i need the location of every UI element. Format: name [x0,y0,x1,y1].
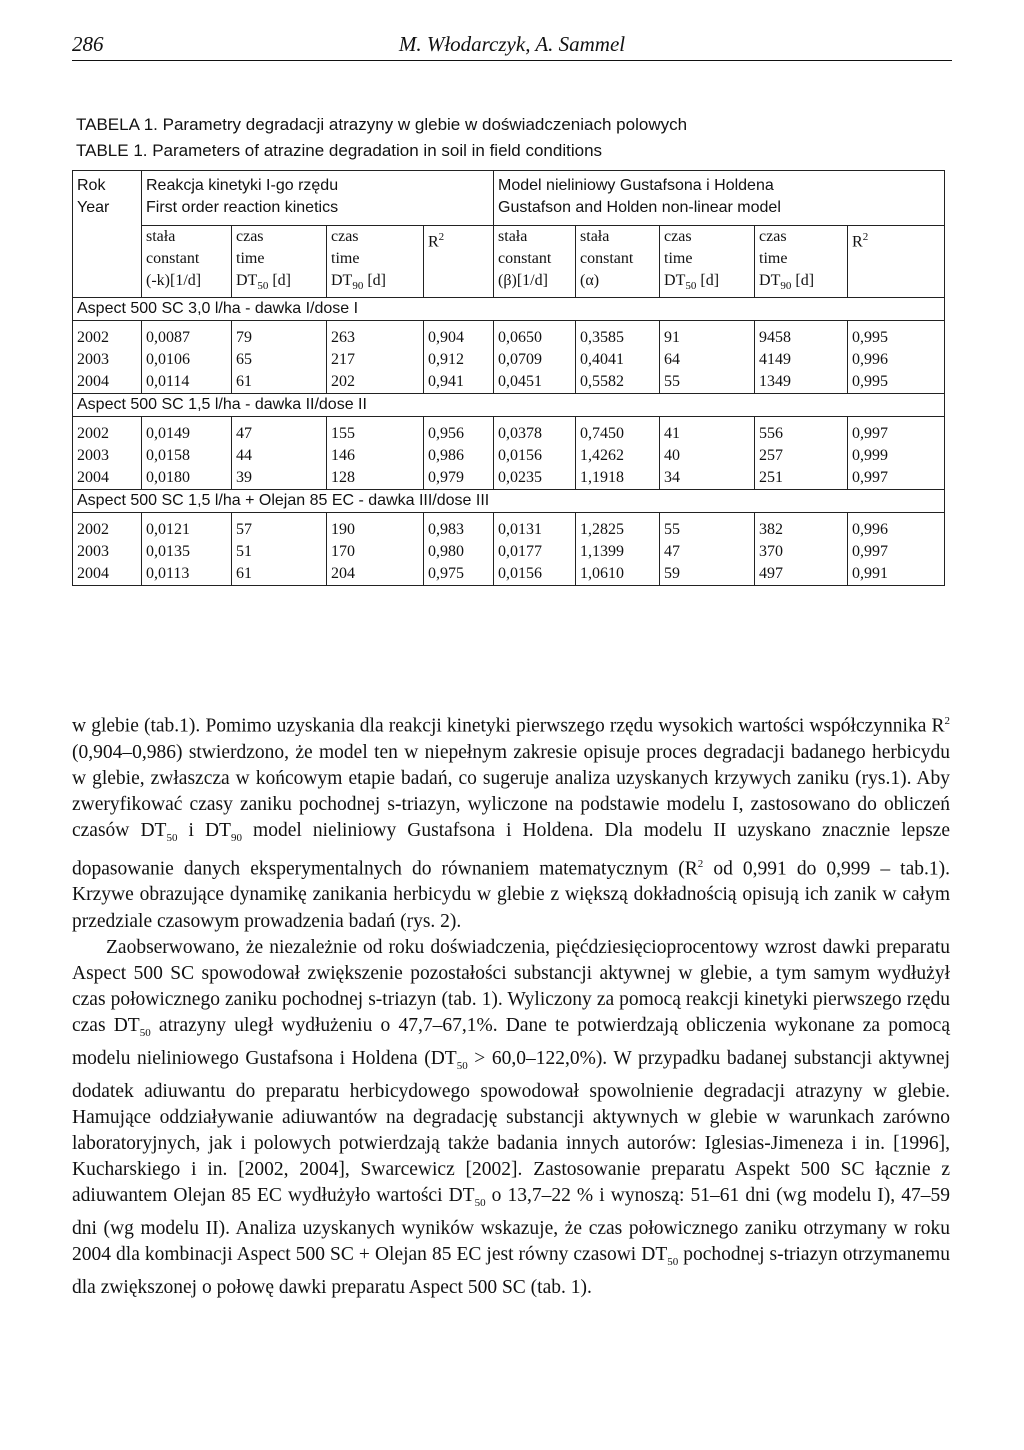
table-cell: 0,7450 [576,417,660,446]
table-cell: 0,5582 [576,371,660,394]
table-cell: 190 [327,513,424,542]
table-caption-en: TABLE 1. Parameters of atrazine degradation in soil in field conditions [76,141,603,160]
table-cell: 47 [232,417,327,446]
table-cell: 0,0451 [494,371,576,394]
table-cell: 0,997 [848,467,945,490]
superscript: 2 [697,857,704,870]
table-cell: 51 [232,541,327,563]
table-cell: 2002 [73,513,142,542]
table-cell: 0,0135 [142,541,232,563]
text-run: od 0,991 do 0,999 – tab.1). Krzywe obrazujące dynamikę zanikania herbicydu w glebie z większą dokładnością opisują ich zanik w całym przedziale czasowym prowadzenia badań (rys. 2). [72,858,950,932]
header-k-pl: stała [146,228,176,245]
table-cell: 0,941 [424,371,494,394]
table-cell: 1,1399 [576,541,660,563]
table-cell: 0,4041 [576,349,660,371]
table-cell: 2002 [73,417,142,446]
table-cell: 382 [755,513,848,542]
header-k-en: constant [146,250,200,267]
r-label: R [428,233,439,251]
table-cell: 0,997 [848,417,945,446]
table-row [73,467,945,490]
table-cell: 55 [660,513,755,542]
table-cell: 1349 [755,371,848,394]
header-beta-en: constant [498,250,552,267]
subscript: 50 [667,1256,679,1269]
header-dt50-first [232,226,327,298]
header-group-first-order-en: First order reaction kinetics [146,199,339,216]
header-beta-unit: (β)[1/d] [498,272,548,289]
header-dt90-first [327,226,424,298]
dt-label: DT [331,272,353,289]
header-dt90-nonlinear [755,226,848,298]
table-cell: 65 [232,349,327,371]
table-cell: 2003 [73,445,142,467]
table-cell: 39 [232,467,327,490]
table-cell: 0,0709 [494,349,576,371]
page-number: 286 [72,32,104,56]
table-cell: 2004 [73,371,142,394]
d-unit: [d] [272,272,291,289]
table-cell: 57 [232,513,327,542]
dt-sub: 90 [352,280,364,293]
table-cell: 61 [232,563,327,586]
text-run: o 13,7–22 % i wynoszą: 51–61 dni (wg modelu I), 47–59 dni (wg modelu II). Analiza uzyskanych wyników wskazuje, że czas połowicznego zaniku otrzymany w roku 2004 dla kombinacji Aspect 500 SC + Olejan 85 EC jest równy czasowi DT [72,1185,950,1266]
dt-sub: 50 [685,280,697,293]
table-cell: 128 [327,467,424,490]
header-dt50-first-pl: czas [236,228,264,245]
table-row [73,349,945,371]
table-cell: 1,4262 [576,445,660,467]
text-run: > 60,0–122,0%). W przypadku badanej substancji aktywnej dodatek adiuwantu do preparatu herbicydowego spowodował spowolnienie degradacji atrazyny w glebie. Hamujące oddziaływanie adiuwantów na degradację substancji aktywnych w glebie w warunkach zarówno laboratoryjnych, jak i polowych potwierdzają także badania innych autorów: Iglesias-Jimeneza i in. [1996], Kucharskiego i in. [2002, 2004], Swarcewicz [2002]. Zastosowanie preparatu Aspekt 500 SC łącznie z adiuwantem Olejan 85 EC wydłużyło wartości DT [72,1047,951,1207]
header-k-unit: (-k)[1/d] [146,272,202,289]
subscript: 50 [166,831,178,844]
table-cell: 170 [327,541,424,563]
header-dt90-nonlinear-unit [759,270,843,297]
header-k [142,226,232,298]
table-cell: 257 [755,445,848,467]
header-dt50-first-unit [236,270,322,297]
table-caption-pl: TABELA 1. Parametry degradacji atrazyny w glebie w doświadczeniach polowych [76,115,688,134]
subscript: 50 [139,1026,151,1039]
table-row [73,371,945,394]
table-cell: 0,0156 [494,445,576,467]
table-cell: 0,995 [848,321,945,350]
header-beta-pl: stała [498,228,528,245]
table-cell: 2002 [73,321,142,350]
table-cell: 263 [327,321,424,350]
r-sup: 2 [862,231,869,243]
text-run: atrazyny uległ wydłużeniu o 47,7–67,1%. Dane te potwierdzają obliczenia wykonane za pomocą modelu nieliniowego Gustafsona i Holdena (DT [72,1014,950,1069]
table-cell: 0,980 [424,541,494,563]
table-cell: 1,0610 [576,563,660,586]
header-alpha-en: constant [580,250,634,267]
dose-label: Aspect 500 SC 3,0 l/ha - dawka I/dose I [73,298,945,321]
table-cell: 0,904 [424,321,494,350]
table-cell: 146 [327,445,424,467]
header-year-pl: Rok [77,177,106,194]
header-group-first-order [142,171,494,226]
d-unit: [d] [367,272,386,289]
table-cell: 0,0149 [142,417,232,446]
r-sup: 2 [438,231,445,243]
table-cell: 0,0177 [494,541,576,563]
header-dt90-first-en: time [331,250,360,267]
dose-label: Aspect 500 SC 1,5 l/ha + Olejan 85 EC - dawka III/dose III [73,490,945,513]
header-dt50-nonlinear [660,226,755,298]
table-row [73,541,945,563]
header-rule [72,60,952,61]
subscript: 50 [474,1197,486,1210]
table-cell: 0,983 [424,513,494,542]
d-unit: [d] [795,272,815,289]
table-cell: 64 [660,349,755,371]
table-cell: 0,0158 [142,445,232,467]
table-cell: 34 [660,467,755,490]
table-cell: 2004 [73,467,142,490]
paragraph-2 [72,935,950,1302]
table-cell: 0,912 [424,349,494,371]
table-row [73,321,945,350]
superscript: 2 [944,715,950,727]
table-cell: 0,996 [848,513,945,542]
header-dt90-first-pl: czas [331,228,359,245]
table-cell: 0,0156 [494,563,576,586]
table-cell: 0,0235 [494,467,576,490]
table-cell: 0,0180 [142,467,232,490]
table-row [73,445,945,467]
header-year-en: Year [77,199,110,216]
table-cell: 0,979 [424,467,494,490]
table-cell: 0,995 [848,371,945,394]
body-text [72,708,950,1301]
dt-sub: 90 [780,280,792,293]
text-run: (0,904–0,986) stwierdzono, że model ten w niepełnym zakresie opisuje proces degradacji badanego herbicydu w glebie, zwłaszcza w końcowym etapie badań, co sugeruje analiza uzyskanych krzywych zaniku (rys.1). Aby zweryfikować czasy zaniku pochodnej s-triazyn, wyliczone na podstawie modelu I, zastosowano do obliczeń czasów DT [72,741,950,841]
text-run: pochodnej s-triazyn otrzymanemu dla zwiększonej o połowę dawki preparatu Aspect 500 SC (tab. 1). [72,1244,950,1299]
dt-label: DT [759,272,781,289]
table-body [73,298,945,586]
table-cell: 1,2825 [576,513,660,542]
header-dt50-nonlinear-pl: czas [664,228,692,245]
table-cell: 0,0113 [142,563,232,586]
table-cell: 47 [660,541,755,563]
text-run: w glebie (tab.1). Pomimo uzyskania dla reakcji kinetyki pierwszego rzędu wysokich wartości współczynnika R [72,715,945,737]
table-cell: 4149 [755,349,848,371]
dose-label: Aspect 500 SC 1,5 l/ha - dawka II/dose II [73,394,945,417]
table-cell: 0,0114 [142,371,232,394]
header-group-nonlinear [494,171,945,226]
dt-sub: 50 [257,280,269,293]
header-alpha-unit: (α) [580,272,600,289]
table-cell: 44 [232,445,327,467]
subscript: 90 [230,831,242,844]
header-dt90-first-unit [331,270,419,297]
table-cell: 2003 [73,349,142,371]
table-cell: 0,0650 [494,321,576,350]
text-run: i DT [177,819,231,841]
table-cell: 0,996 [848,349,945,371]
header-dt90-nonlinear-pl: czas [759,228,787,245]
table-cell: 0,0121 [142,513,232,542]
header-alpha [576,226,660,298]
dt-label: DT [664,272,686,289]
table-cell: 41 [660,417,755,446]
table-cell: 59 [660,563,755,586]
table-cell: 0,0378 [494,417,576,446]
page-header [72,32,952,62]
header-r2-first [424,226,494,298]
dt-label: DT [236,272,258,289]
d-unit: [d] [700,272,720,289]
table-cell: 2004 [73,563,142,586]
header-alpha-pl: stała [580,228,610,245]
table-cell: 0,986 [424,445,494,467]
table-cell: 0,975 [424,563,494,586]
running-head: M. Włodarczyk, A. Sammel [398,32,626,56]
table-cell: 0,3585 [576,321,660,350]
table-cell: 2003 [73,541,142,563]
table-cell: 0,0131 [494,513,576,542]
table-cell: 0,997 [848,541,945,563]
text-run: Zaobserwowano, że niezależnie od roku doświadczenia, pięćdziesięcioprocentowy wzrost dawki preparatu Aspect 500 SC spowodował zwiększenie pozostałości substancji aktywnej w glebie, a tym samym wydłużył czas połowicznego zaniku pochodnej s-triazyn (tab. 1). Wyliczony za pomocą reakcji kinetyki pierwszego rzędu czas DT [72,936,950,1036]
header-beta [494,226,576,298]
header-dt90-nonlinear-en: time [759,250,788,267]
table-cell: 40 [660,445,755,467]
table-cell: 0,0106 [142,349,232,371]
paragraph-1 [72,708,950,935]
table-cell: 556 [755,417,848,446]
table-cell: 91 [660,321,755,350]
table-cell: 0,956 [424,417,494,446]
table-cell: 204 [327,563,424,586]
header-group-nonlinear-en: Gustafson and Holden non-linear model [498,199,781,216]
table-cell: 155 [327,417,424,446]
table-cell: 1,1918 [576,467,660,490]
header-dt50-nonlinear-en: time [664,250,693,267]
subscript: 50 [456,1059,468,1072]
data-table [72,170,945,586]
text-run: model nieliniowy Gustafsona i Holdena. Dla modelu II uzyskano znacznie lepsze dopasowanie danych eksperymentalnych do równaniem matematycznym (R [72,819,950,880]
table-cell: 251 [755,467,848,490]
header-year [73,171,142,298]
table-cell: 497 [755,563,848,586]
table-cell: 0,999 [848,445,945,467]
r-label: R [852,233,863,251]
header-dt50-first-en: time [236,250,265,267]
header-r2-nonlinear [848,226,945,298]
table-cell: 217 [327,349,424,371]
header-group-nonlinear-pl: Model nieliniowy Gustafsona i Holdena [498,177,774,194]
table-captions [76,112,956,164]
header-dt50-nonlinear-unit [664,270,750,297]
table-row [73,417,945,446]
table-cell: 61 [232,371,327,394]
table-cell: 0,0087 [142,321,232,350]
header-group-first-order-pl: Reakcja kinetyki I-go rzędu [146,177,339,194]
table-row [73,563,945,586]
table-cell: 0,991 [848,563,945,586]
table-cell: 55 [660,371,755,394]
table-cell: 370 [755,541,848,563]
table-cell: 79 [232,321,327,350]
table-row [73,513,945,542]
table-cell: 9458 [755,321,848,350]
table-cell: 202 [327,371,424,394]
